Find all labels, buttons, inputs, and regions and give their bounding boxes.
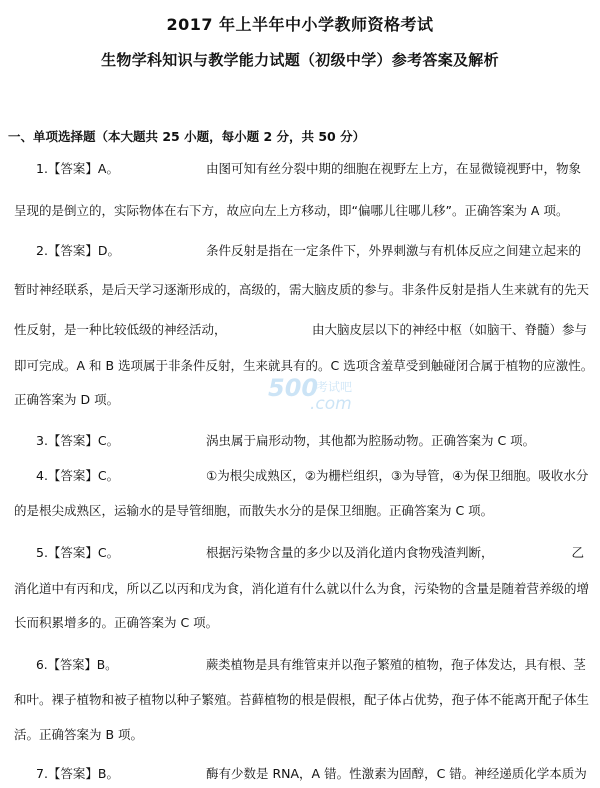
section-heading: 一、单项选择题（本大题共 25 小题，每小题 2 分，共 50 分） xyxy=(8,129,366,144)
answer-item-6 xyxy=(36,657,592,673)
answer-item-4 xyxy=(36,468,592,484)
answer-label: 7.【答案】B。 xyxy=(36,766,120,781)
explanation-text: ①为根尖成熟区，②为栅栏组织，③为导管，④为保卫细胞。吸收水分 xyxy=(206,468,589,483)
answer-label: 6.【答案】B。 xyxy=(36,658,118,672)
explanation-line: 正确答案为 D 项。 xyxy=(14,392,120,407)
document-subtitle: 生物学科知识与教学能力试题（初级中学）参考答案及解析 xyxy=(101,51,499,69)
watermark-logo xyxy=(268,374,368,418)
explanation-text: 根据污染物含量的多少以及消化道内食物残渣判断， xyxy=(206,545,494,560)
watermark-number: 500 xyxy=(268,374,319,402)
answer-label: 1.【答案】A。 xyxy=(36,161,119,176)
explanation-text: 性反射，是一种比较低级的神经活动， xyxy=(14,322,227,337)
answer-item-5 xyxy=(36,545,592,561)
explanation-line: 消化道中有丙和戊，所以乙以丙和戊为食，消化道有什么就以什么为食，污染物的含量是随着营养级的增 xyxy=(14,581,590,596)
explanation-line: 和叶。裸子植物和被子植物以种子繁殖。苔藓植物的根是假根，配子体占优势，孢子体不能离开配子体生 xyxy=(14,692,590,707)
answer-label: 5.【答案】C。 xyxy=(36,545,120,560)
document-title: 2017 年上半年中小学教师资格考试 xyxy=(166,15,434,34)
answer-label: 2.【答案】D。 xyxy=(36,243,121,258)
explanation-line: 长而积累增多的。正确答案为 C 项。 xyxy=(14,615,219,630)
explanation-line: 暂时神经联系，是后天学习逐渐形成的，高级的，需大脑皮质的参与。非条件反射是指人生来就有的先天 xyxy=(14,282,590,297)
explanation-line xyxy=(14,322,592,338)
explanation-text: 由大脑皮层以下的神经中枢（如脑干、脊髓）参与 xyxy=(312,322,588,337)
explanation-text: 条件反射是指在一定条件下，外界刺激与有机体反应之间建立起来的 xyxy=(206,243,582,258)
explanation-text: 乙 xyxy=(571,545,584,560)
answer-item-1 xyxy=(36,161,592,177)
answer-label: 3.【答案】C。 xyxy=(36,433,120,448)
explanation-text: 酶有少数是 RNA，A 错。性激素为固醇，C 错。神经递质化学本质为 xyxy=(206,766,587,781)
explanation-line: 的是根尖成熟区，运输水的是导管细胞，而散失水分的是保卫细胞。正确答案为 C 项。 xyxy=(14,503,494,518)
explanation-text: 蕨类植物是具有维管束并以孢子繁殖的植物，孢子体发达，具有根、茎 xyxy=(206,658,586,672)
watermark-domain: .com xyxy=(310,394,352,414)
answer-item-7 xyxy=(36,766,592,782)
watermark-text: 考试吧 xyxy=(316,380,353,394)
explanation-line: 即可完成。A 和 B 选项属于非条件反射，生来就具有的。C 选项含羞草受到触碰闭合属于植物的应激性。 xyxy=(14,358,594,373)
answer-item-3 xyxy=(36,433,592,449)
explanation-line: 呈现的是倒立的，实际物体在右下方，故应向左上方移动，即“偏哪儿往哪儿移”。正确答案为 A 项。 xyxy=(14,203,569,218)
answer-item-2 xyxy=(36,243,592,259)
explanation-text: 涡虫属于扁形动物，其他都为腔肠动物。正确答案为 C 项。 xyxy=(206,433,536,448)
explanation-line: 活。正确答案为 B 项。 xyxy=(14,727,144,742)
explanation-text: 由图可知有丝分裂中期的细胞在视野左上方，在显微镜视野中，物象 xyxy=(206,161,582,176)
answer-label: 4.【答案】C。 xyxy=(36,468,120,483)
